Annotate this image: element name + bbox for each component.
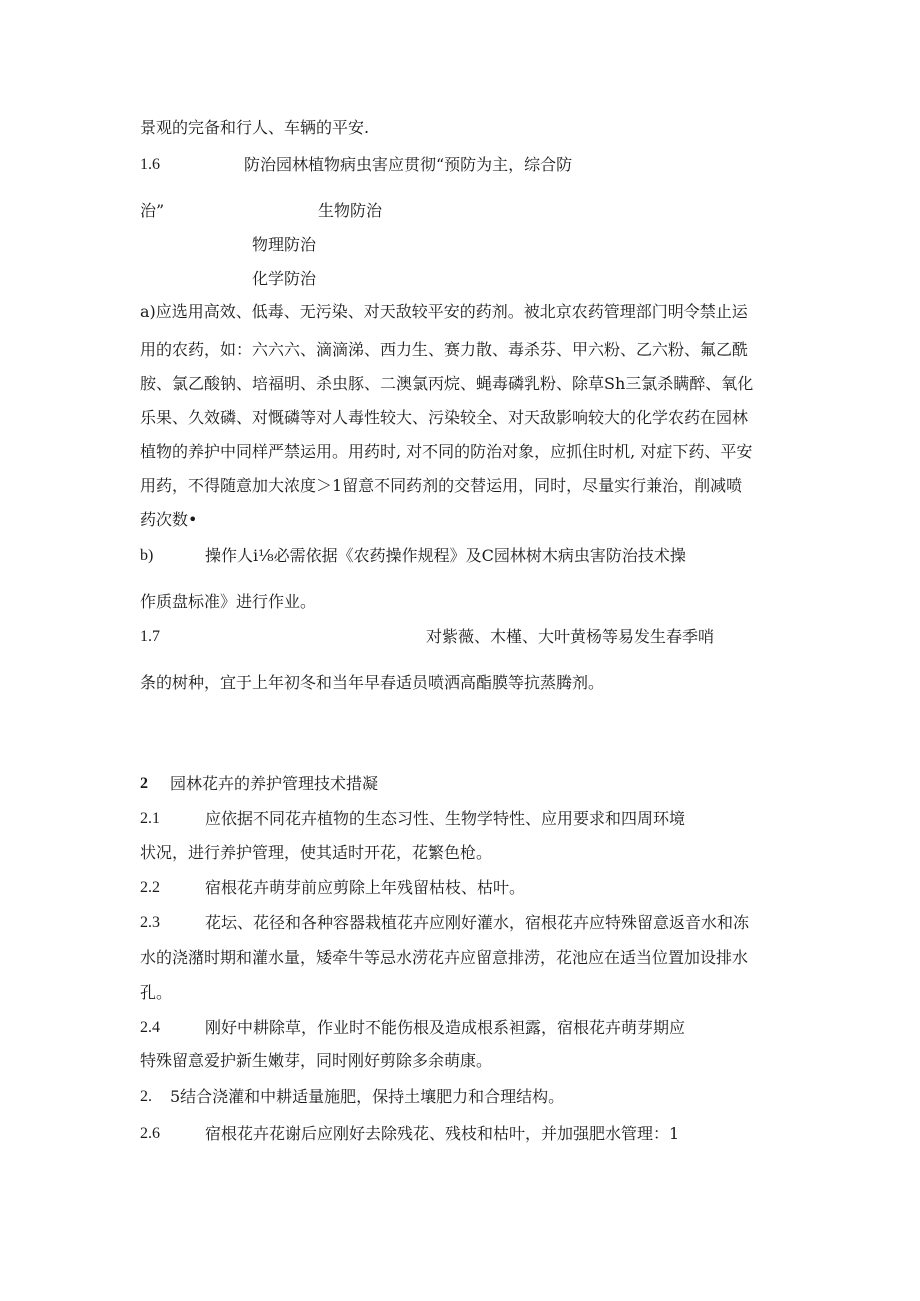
paragraph-line: 植物的养护中同样严禁运用。用药时, 对不同的防治对象，应抓住时机, 对症下药、平安 [140,442,753,461]
section-text: 刚好中耕除草，作业时不能伤根及造成根系袒露，宿根花卉萌芽期应 [205,1018,686,1037]
section-text: 应依据不同花卉植物的生态习性、生物学特性、应用要求和四周环境 [205,809,686,828]
section-number: 2. [140,1088,152,1105]
chapter-title: 园林花卉的养护管理技术措凝 [170,774,379,793]
paragraph-line: a)应选用高效、低毒、无污染、对天敌较平安的药剂。被北京农药管理部门明令禁止运 [140,302,748,321]
paragraph-line: 药次数• [140,510,198,529]
section-text: 花坛、花径和各种容器栽植花卉应刚好灌水，宿根花卉应特殊留意返音水和冻 [205,913,750,932]
section-number: 2.6 [140,1125,160,1142]
section-number: 2.3 [140,914,160,931]
section-number: 2.2 [140,879,160,896]
paragraph-line: 特殊留意爱护新生嫩芽，同时刚好剪除多余萌康。 [140,1051,493,1070]
section-text: 防治园林植物病虫害应贯彻“预防为主，综合防 [244,155,573,174]
list-item: 生物防治 [318,201,383,220]
section-text: 宿根花卉萌芽前应剪除上年残留枯枝、枯叶。 [205,878,526,897]
paragraph-line: 水的浇潴时期和灌水量，矮牵牛等忌水涝花卉应留意排涝，花池应在适当位置加设排水 [140,948,749,967]
section-number: 1.6 [140,156,160,173]
paragraph-line: 作质盘标准》进行作业。 [140,592,317,611]
paragraph-line: 孔。 [140,983,173,1002]
list-item: 化学防治 [252,269,317,288]
paragraph-line: 胺、氯乙酸钠、培福明、杀虫豚、二澳氯丙烷、蝇毒磷乳粉、除草Sh三氯杀瞒醉、氧化 [140,374,754,393]
paragraph-line: 景观的完备和行人、车辆的平安. [140,118,370,137]
section-text: 5结合浇灌和中耕适量施肥，保持土壤肥力和合理结构。 [170,1087,565,1106]
list-item: 物理防治 [252,235,317,254]
paragraph-line: 用的农药，如：六六六、滴滴涕、西力生、赛力散、毒杀芬、甲六粉、乙六粉、氟乙酰 [140,340,749,359]
paragraph-line: 用药，不得随意加大浓度＞1留意不同药剂的交替运用，同时，尽量实行兼治，削减喷 [140,476,743,495]
section-text: 对紫薇、木槿、大叶黄杨等易发生春季哨 [426,627,715,646]
paragraph-line: 条的树种，宜于上年初冬和当年早春适员喷洒高酯膜等抗蒸腾剂。 [140,673,605,692]
section-number: b) [140,547,154,564]
paragraph-line: 状况，进行养护管理，使其适时开花，花繁色枪。 [140,843,493,862]
section-number: 1.7 [140,628,160,645]
paragraph-line: 乐果、久效磷、对慨磷等对人毒性较大、污染较全、对天敌影响较大的化学农药在园林 [140,408,749,427]
section-text: 宿根花卉花谢后应刚好去除残花、残枝和枯叶，并加强肥水管理：1 [205,1124,680,1143]
section-number: 2.1 [140,810,160,827]
section-number: 2.4 [140,1019,160,1036]
section-text: 操作人i⅛必需依据《农药操作规程》及C园林树木病虫害防治技术操 [205,546,686,565]
chapter-number: 2 [140,775,148,792]
paragraph-line: 治” [140,201,165,220]
